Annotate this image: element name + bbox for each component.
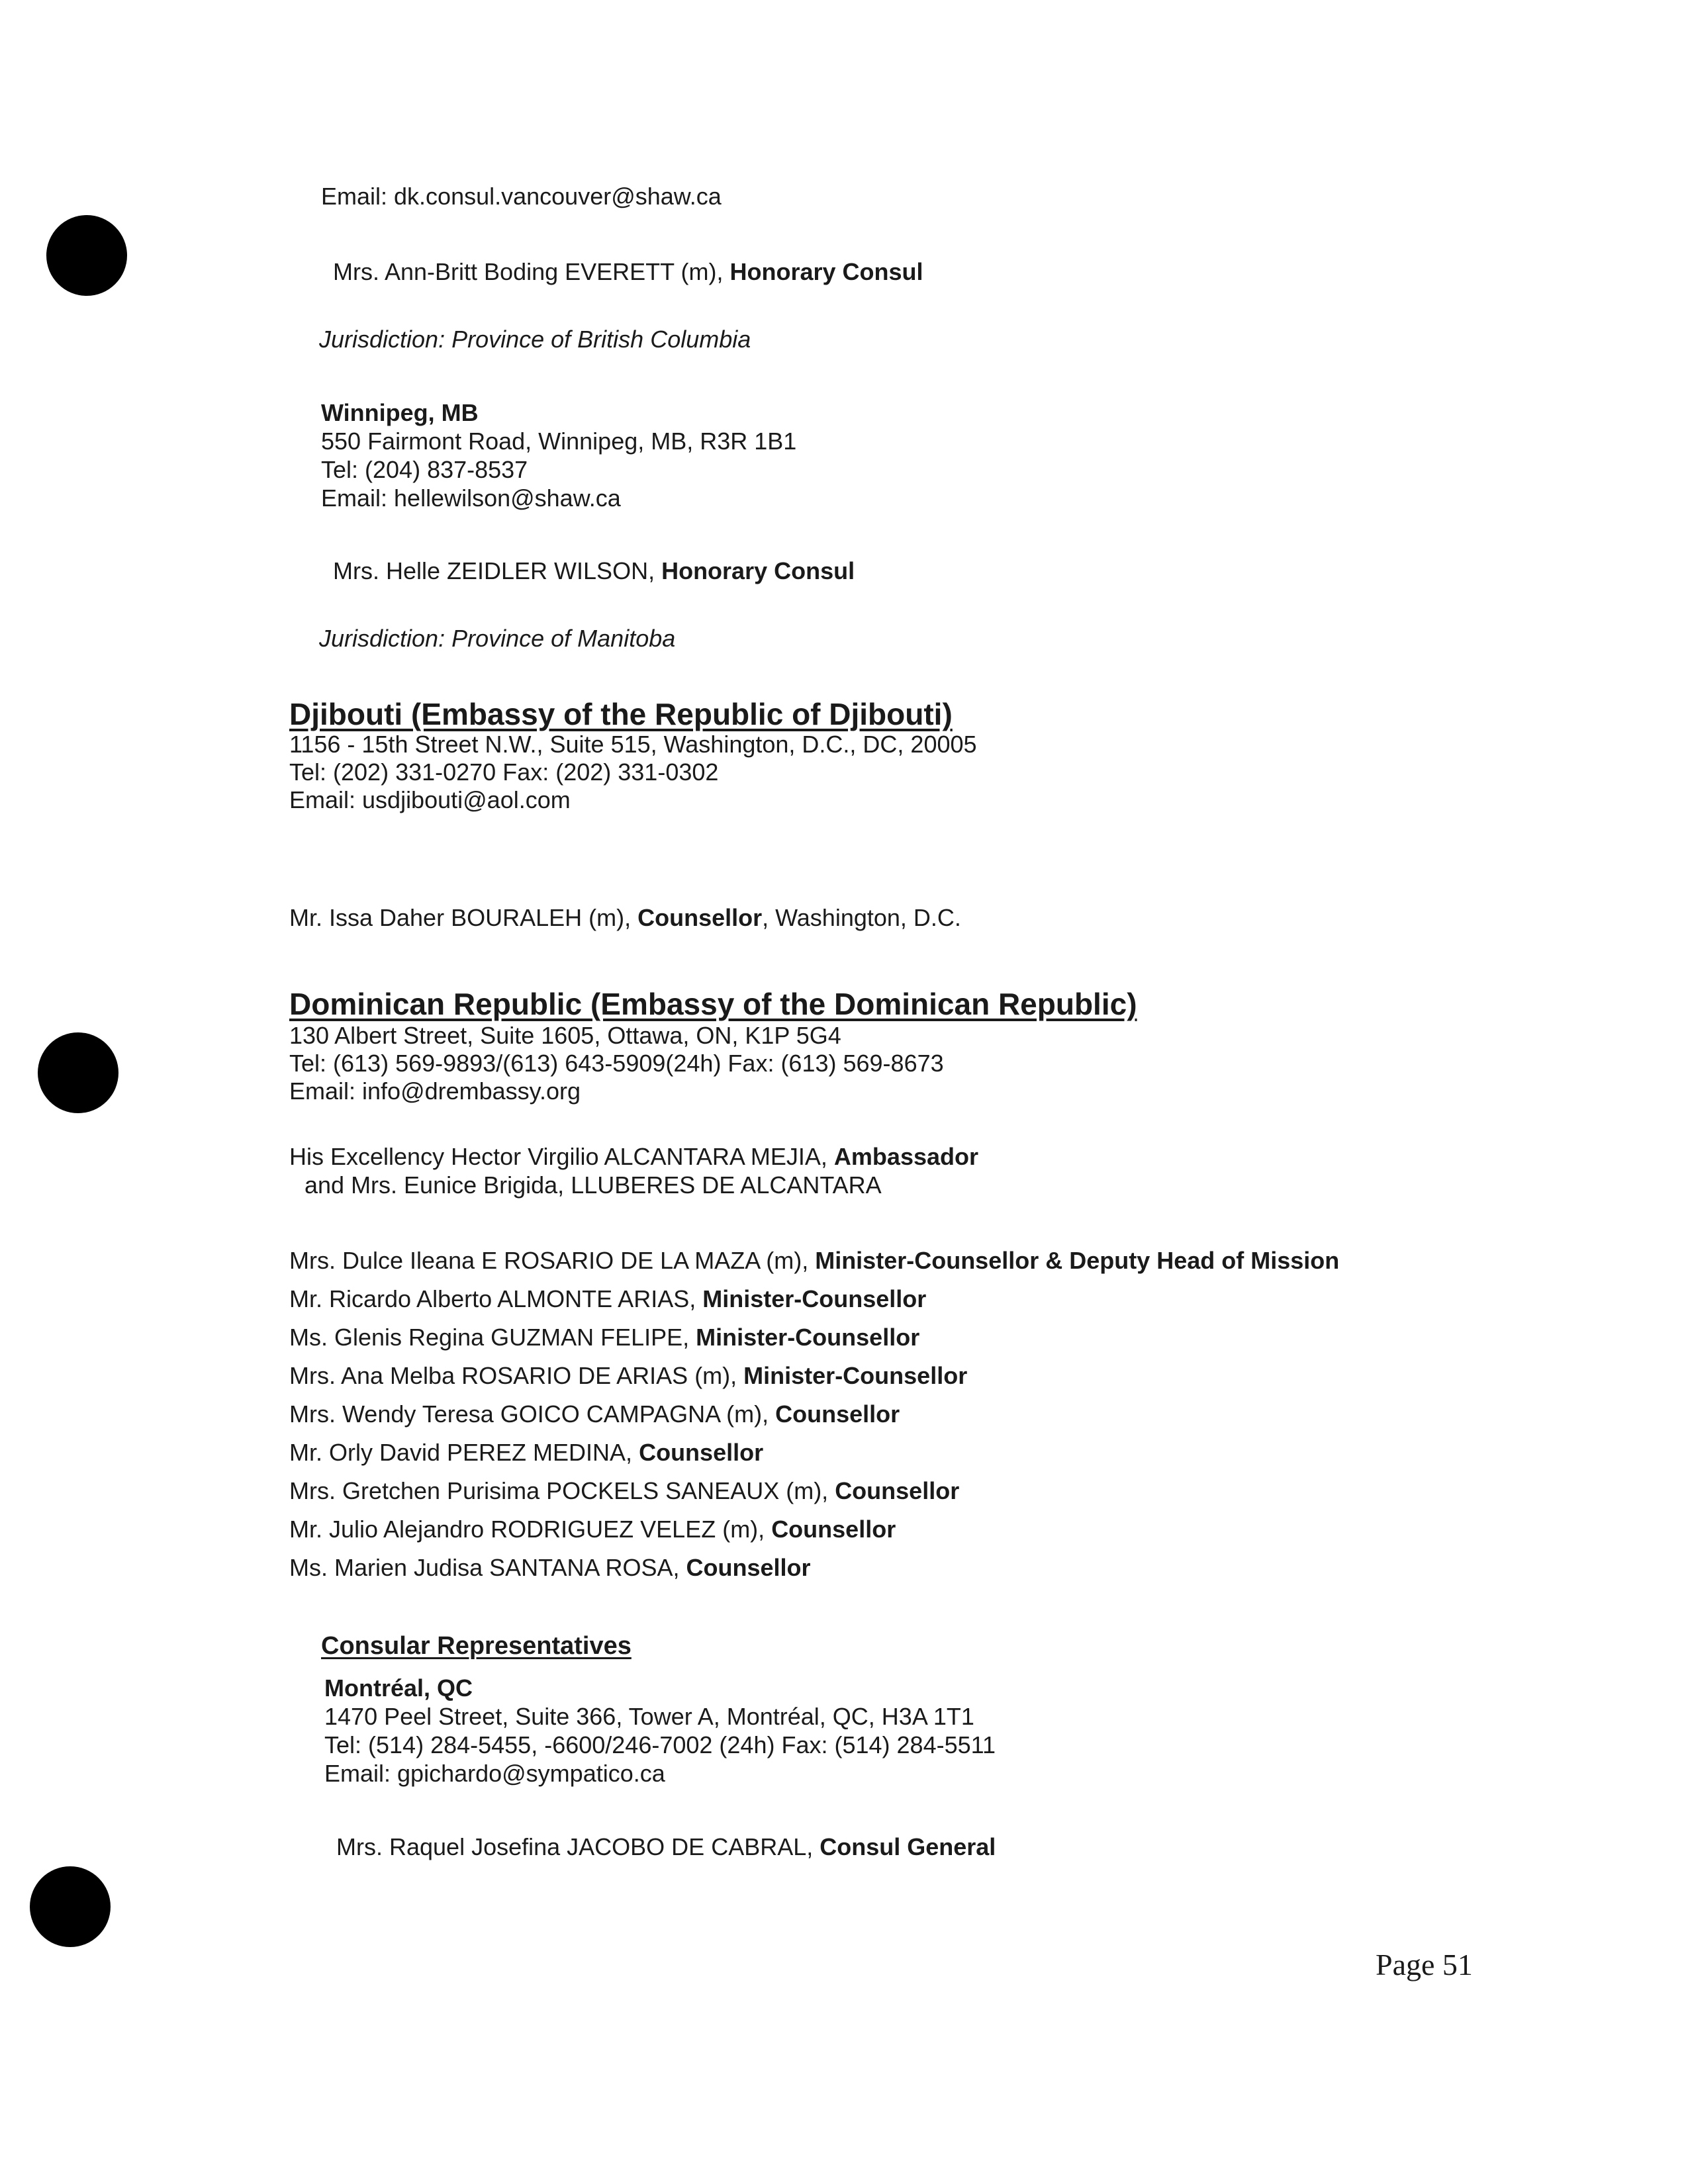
dominican-tel: Tel: (613) 569-9893/(613) 643-5909(24h) Fax: (613) 569-8673 <box>289 1050 944 1077</box>
winnipeg-jurisdiction <box>319 625 675 653</box>
staff-entry <box>289 1285 926 1313</box>
person-name: Mr. Issa Daher BOURALEH (m), <box>289 904 638 931</box>
person-name: Mrs. Ann-Britt Boding EVERETT (m), <box>333 258 730 285</box>
staff-entry <box>289 1324 919 1351</box>
person-name: Mrs. Gretchen Purisima POCKELS SANEAUX (m), <box>289 1477 835 1504</box>
person-title: Minister-Counsellor <box>743 1362 968 1389</box>
ambassador-spouse: and Mrs. Eunice Brigida, LLUBERES DE ALCANTARA <box>305 1171 882 1199</box>
montreal-tel: Tel: (514) 284-5455, -6600/246-7002 (24h) Fax: (514) 284-5511 <box>324 1731 996 1758</box>
person-title: Minister-Counsellor <box>702 1285 927 1312</box>
person-name: Ms. Marien Judisa SANTANA ROSA, <box>289 1554 686 1581</box>
vancouver-consul-entry <box>333 258 923 286</box>
person-title: Counsellor <box>637 904 763 931</box>
montreal-email: Email: gpichardo@sympatico.ca <box>324 1760 665 1787</box>
dominican-address: 130 Albert Street, Suite 1605, Ottawa, ON, K1P 5G4 <box>289 1022 841 1049</box>
person-title: Counsellor <box>835 1477 960 1504</box>
jurisdiction-label: Jurisdiction: <box>319 326 452 353</box>
montreal-address: 1470 Peel Street, Suite 366, Tower A, Montréal, QC, H3A 1T1 <box>324 1703 974 1730</box>
staff-entry <box>289 1477 959 1505</box>
montreal-city: Montréal, QC <box>324 1674 473 1702</box>
jurisdiction-label: Jurisdiction: <box>319 625 452 652</box>
hole-punch-bottom <box>30 1866 111 1947</box>
vancouver-email: Email: dk.consul.vancouver@shaw.ca <box>321 183 722 210</box>
djibouti-tel: Tel: (202) 331-0270 Fax: (202) 331-0302 <box>289 758 719 786</box>
person-title: Counsellor <box>771 1516 896 1543</box>
staff-entry <box>289 1554 811 1582</box>
person-title: Counsellor <box>639 1439 764 1466</box>
winnipeg-consul-entry <box>333 557 855 585</box>
ambassador-entry <box>289 1143 978 1171</box>
hole-punch-middle <box>38 1032 118 1113</box>
person-title: Counsellor <box>775 1400 900 1428</box>
person-name: Mr. Orly David PEREZ MEDINA, <box>289 1439 639 1466</box>
person-name: Mr. Julio Alejandro RODRIGUEZ VELEZ (m), <box>289 1516 772 1543</box>
person-name: Ms. Glenis Regina GUZMAN FELIPE, <box>289 1324 696 1351</box>
person-title: Honorary Consul <box>729 258 923 285</box>
winnipeg-address: 550 Fairmont Road, Winnipeg, MB, R3R 1B1 <box>321 428 797 455</box>
person-title: Consul General <box>820 1833 996 1860</box>
staff-entry <box>289 1439 763 1467</box>
person-title: Minister-Counsellor & Deputy Head of Mission <box>815 1247 1340 1274</box>
person-title: Counsellor <box>686 1554 811 1581</box>
djibouti-heading: Djibouti (Embassy of the Republic of Djibouti) <box>289 697 953 731</box>
person-name: Mrs. Dulce Ileana E ROSARIO DE LA MAZA (m), <box>289 1247 816 1274</box>
jurisdiction-value: Province of Manitoba <box>451 625 676 652</box>
dominican-heading: Dominican Republic (Embassy of the Dominican Republic) <box>289 987 1137 1021</box>
person-name: Mrs. Ana Melba ROSARIO DE ARIAS (m), <box>289 1362 744 1389</box>
dominican-email: Email: info@drembassy.org <box>289 1077 581 1105</box>
staff-entry <box>289 1247 1339 1275</box>
winnipeg-city: Winnipeg, MB <box>321 399 479 426</box>
consular-representatives-heading: Consular Representatives <box>321 1632 632 1660</box>
montreal-consul-entry <box>336 1833 996 1861</box>
page-number: Page 51 <box>1376 1948 1473 1981</box>
staff-entry <box>289 1362 967 1390</box>
person-name: Mr. Ricardo Alberto ALMONTE ARIAS, <box>289 1285 703 1312</box>
staff-entry <box>289 1516 896 1543</box>
winnipeg-tel: Tel: (204) 837-8537 <box>321 456 528 483</box>
person-name: Mrs. Wendy Teresa GOICO CAMPAGNA (m), <box>289 1400 776 1428</box>
person-name: His Excellency Hector Virgilio ALCANTARA MEJIA, <box>289 1143 834 1170</box>
person-title: Ambassador <box>833 1143 978 1170</box>
person-title: Honorary Consul <box>661 557 855 584</box>
djibouti-email: Email: usdjibouti@aol.com <box>289 786 571 813</box>
person-title: Minister-Counsellor <box>696 1324 920 1351</box>
staff-entry <box>289 1400 900 1428</box>
jurisdiction-value: Province of British Columbia <box>451 326 751 353</box>
person-location: , Washington, D.C. <box>762 904 961 931</box>
djibouti-address: 1156 - 15th Street N.W., Suite 515, Washington, D.C., DC, 20005 <box>289 731 977 758</box>
person-name: Mrs. Helle ZEIDLER WILSON, <box>333 557 662 584</box>
winnipeg-email: Email: hellewilson@shaw.ca <box>321 484 621 512</box>
hole-punch-top <box>46 215 127 296</box>
djibouti-counsellor-entry <box>289 904 961 932</box>
vancouver-jurisdiction <box>319 326 751 353</box>
person-name: Mrs. Raquel Josefina JACOBO DE CABRAL, <box>336 1833 820 1860</box>
